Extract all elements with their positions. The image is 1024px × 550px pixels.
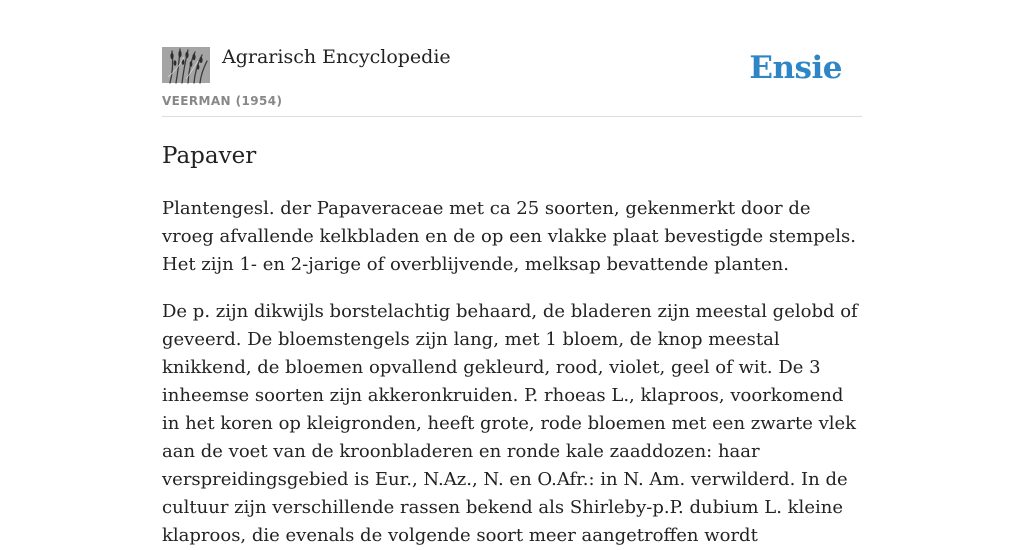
site-header bbox=[162, 0, 862, 117]
article-paragraph: De p. zijn dikwijls borstelachtig behaard, de bladeren zijn meestal gelobd of geveerd. De bloemstengels zijn lang, met 1 bloem, de knop meestal knikkend, de bloemen opvallend gekleurd, rood, violet, geel of wit. De 3 inheemse soorten zijn akkeronkruiden. P. rhoeas L., klaproos, voorkomend in het koren op kleigronden, heeft grote, rode bloemen met een zwarte vlek aan de voet van de kroonbladeren en ronde kale zaaddozen: haar verspreidingsgebied is Eur., N.Az., N. en O.Afr.: in N. Am. verwilderd. In de cultuur zijn verschillende rassen bekend als Shirleby-p.P. dubium L. kleine klaproos, die evenals de volgende soort meer aangetroffen wordt bbox=[162, 301, 858, 546]
book-title[interactable]: Agrarisch Encyclopedie bbox=[222, 46, 451, 68]
article-title: Papaver bbox=[162, 143, 257, 169]
article-paragraph: Plantengesl. der Papaveraceae met ca 25 soorten, gekenmerkt door de vroeg afvallende kelkbladen en de op een vlakke plaat bevestigde stempels. Het zijn 1- en 2-jarige of overblijvende, melksap bevattende planten. bbox=[162, 198, 857, 275]
author-label: VEERMAN (1954) bbox=[162, 94, 283, 108]
ensie-logo[interactable]: Ensie bbox=[749, 50, 842, 86]
article-page bbox=[162, 0, 862, 550]
wheat-ears-icon[interactable] bbox=[162, 47, 210, 83]
